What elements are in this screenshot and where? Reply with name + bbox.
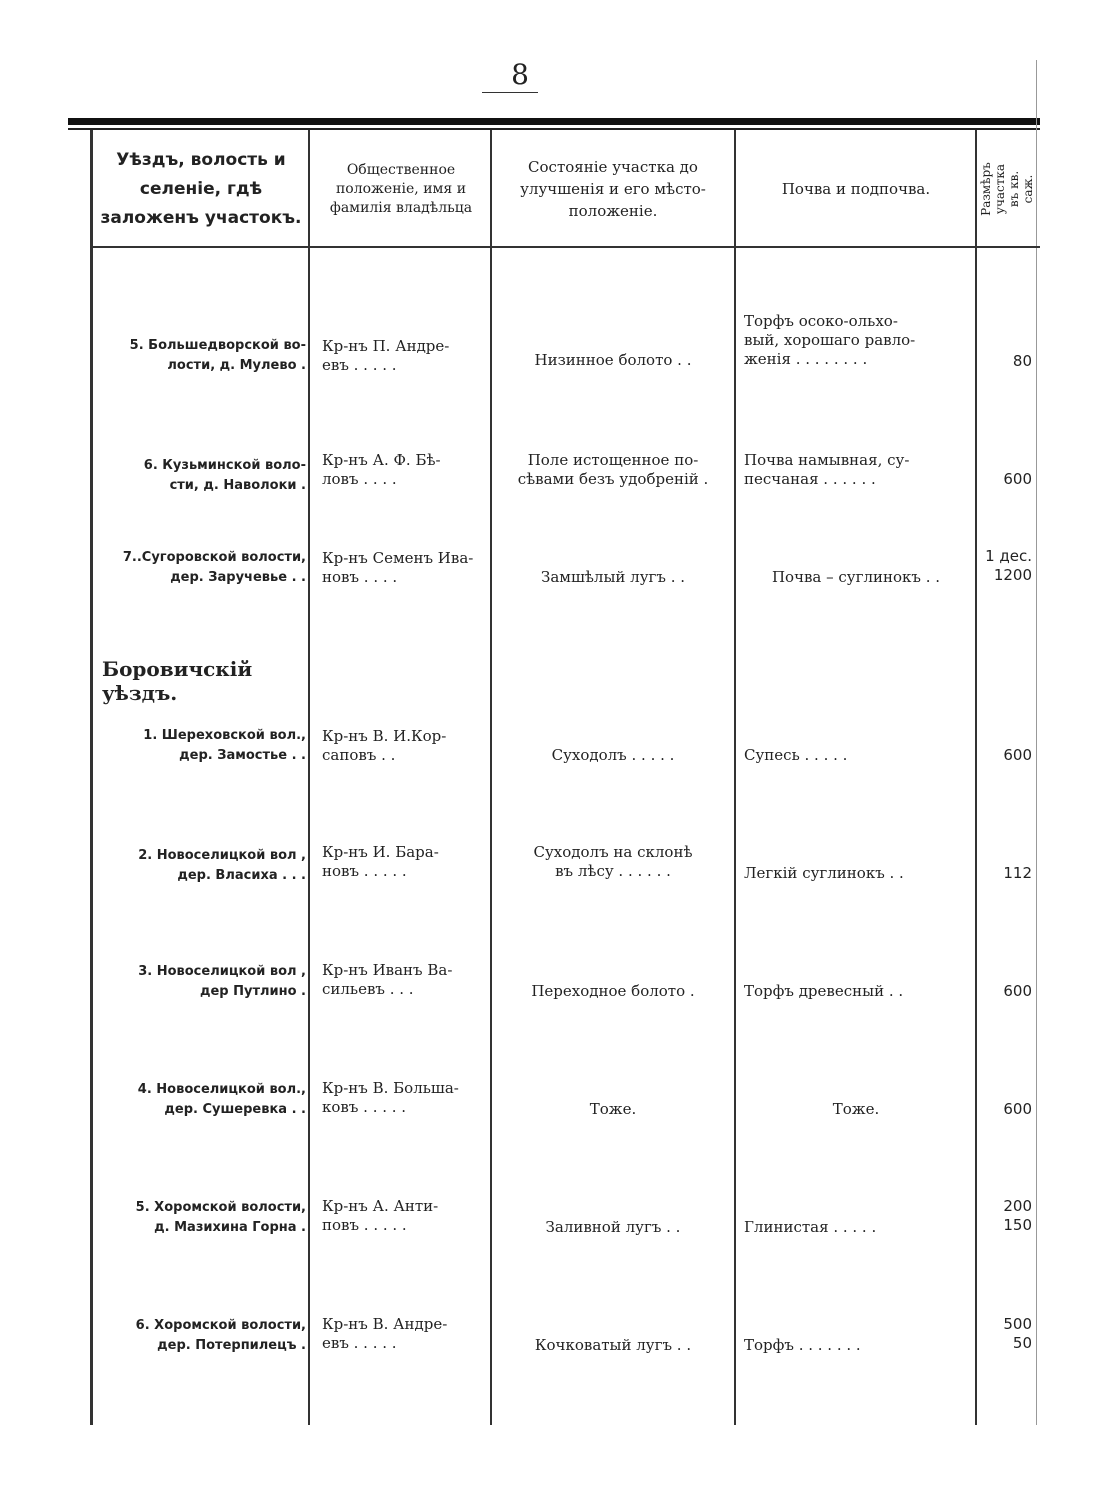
column-divider xyxy=(734,130,736,1425)
header-location: Уѣздъ, волость и селеніе, гдѣ заложенъ участокъ. xyxy=(100,149,302,228)
header-condition: Состояніе участка до улучшенія и его мѣсто-положеніе. xyxy=(520,158,706,220)
row-owner: Кр-нъ В. Больша- ковъ . . . . . xyxy=(322,1079,459,1116)
row-soil: Супесь . . . . . xyxy=(744,745,848,764)
row-size: 500 50 xyxy=(1003,1315,1032,1352)
row-location: 2. Новоселицкой вол , дер. Власиха . . . xyxy=(138,848,306,883)
row-location: 5. Хоромской волости, д. Мазихина Горна . xyxy=(135,1200,306,1235)
header-owner: Общественное положеніе, имя и фамилія владѣльца xyxy=(329,161,473,216)
header-soil: Почва и подпочва. xyxy=(781,180,931,198)
row-condition: Тоже. xyxy=(589,1099,637,1118)
header-size: Размѣръ участка въ кв. саж. xyxy=(979,162,1035,216)
row-condition: Кочковатый лугъ . . xyxy=(534,1335,692,1354)
row-soil: Почва – суглинокъ . . xyxy=(771,567,941,586)
row-condition: Суходолъ на склонѣ въ лѣсу . . . . . . xyxy=(533,843,693,880)
row-owner: Кр-нъ П. Андре- евъ . . . . . xyxy=(322,337,450,374)
row-location: 6. Хоромской волости, дер. Потерпилецъ . xyxy=(135,1318,306,1353)
row-owner: Кр-нъ Иванъ Ва- сильевъ . . . xyxy=(322,961,453,998)
row-location: 6. Кузьминской воло- сти, д. Наволоки . xyxy=(143,458,306,493)
row-condition: Заливной лугъ . . xyxy=(545,1217,681,1236)
row-condition: Замшѣлый лугъ . . xyxy=(540,567,685,586)
row-soil: Почва намывная, су- песчаная . . . . . . xyxy=(744,451,910,488)
row-soil: Торфъ осоко-ольхо- вый, хорошаго равло- женія . . . . . . . . xyxy=(744,311,916,368)
row-soil: Торфъ древесный . . xyxy=(744,981,904,1000)
row-location: 3. Новоселицкой вол , дер Путлино . xyxy=(138,964,306,999)
row-condition: Переходное болото . xyxy=(531,981,695,1000)
row-size: 600 xyxy=(1003,1099,1032,1118)
row-location: 1. Шереховской вол., дер. Замостье . . xyxy=(143,728,306,763)
row-owner: Кр-нъ А. Анти- повъ . . . . . xyxy=(322,1197,439,1234)
row-size: 600 xyxy=(1003,745,1032,764)
page-number: 8 xyxy=(511,58,529,91)
row-soil: Глинистая . . . . . xyxy=(744,1217,877,1236)
row-owner: Кр-нъ Семенъ Ива- новъ . . . . xyxy=(322,549,474,586)
table-top-rule xyxy=(68,118,1040,125)
row-condition: Низинное болото . . xyxy=(534,350,692,369)
column-divider xyxy=(975,130,977,1425)
column-divider xyxy=(308,130,310,1425)
row-owner: Кр-нъ В. Андре- евъ . . . . . xyxy=(322,1315,448,1352)
row-soil: Тоже. xyxy=(832,1099,880,1118)
page-number-underline xyxy=(482,92,538,93)
column-divider xyxy=(490,130,492,1425)
row-location: 5. Большедворской во- лости, д. Мулево . xyxy=(129,338,306,373)
row-owner: Кр-нъ В. И.Кор- саповъ . . xyxy=(322,727,447,764)
row-soil: Торфъ . . . . . . . xyxy=(744,1335,861,1354)
row-size: 1 дес. 1200 xyxy=(985,547,1032,584)
table-top-rule-thin xyxy=(68,128,1040,130)
column-divider xyxy=(1036,60,1037,1425)
row-condition: Суходолъ . . . . . xyxy=(551,745,675,764)
row-size: 600 xyxy=(1003,469,1032,488)
row-soil: Легкій суглинокъ . . xyxy=(744,863,904,882)
section-heading: Боровичскій уѣздъ. xyxy=(102,657,253,705)
row-size: 600 xyxy=(1003,981,1032,1000)
row-size: 80 xyxy=(1012,351,1032,370)
header-bottom-rule xyxy=(92,246,1040,248)
row-owner: Кр-нъ И. Бара- новъ . . . . . xyxy=(322,843,439,880)
row-condition: Поле истощенное по- сѣвами безъ удобреній . xyxy=(517,451,709,488)
row-owner: Кр-нъ А. Ф. Бѣ- ловъ . . . . xyxy=(322,451,441,488)
row-size: 112 xyxy=(1003,863,1032,882)
column-divider xyxy=(90,130,93,1425)
row-location: 7..Сугоровской волости, дер. Заручевье . . xyxy=(122,550,306,585)
row-location: 4. Новоселицкой вол., дер. Сушеревка . . xyxy=(137,1082,306,1117)
row-size: 200 150 xyxy=(1003,1197,1032,1234)
